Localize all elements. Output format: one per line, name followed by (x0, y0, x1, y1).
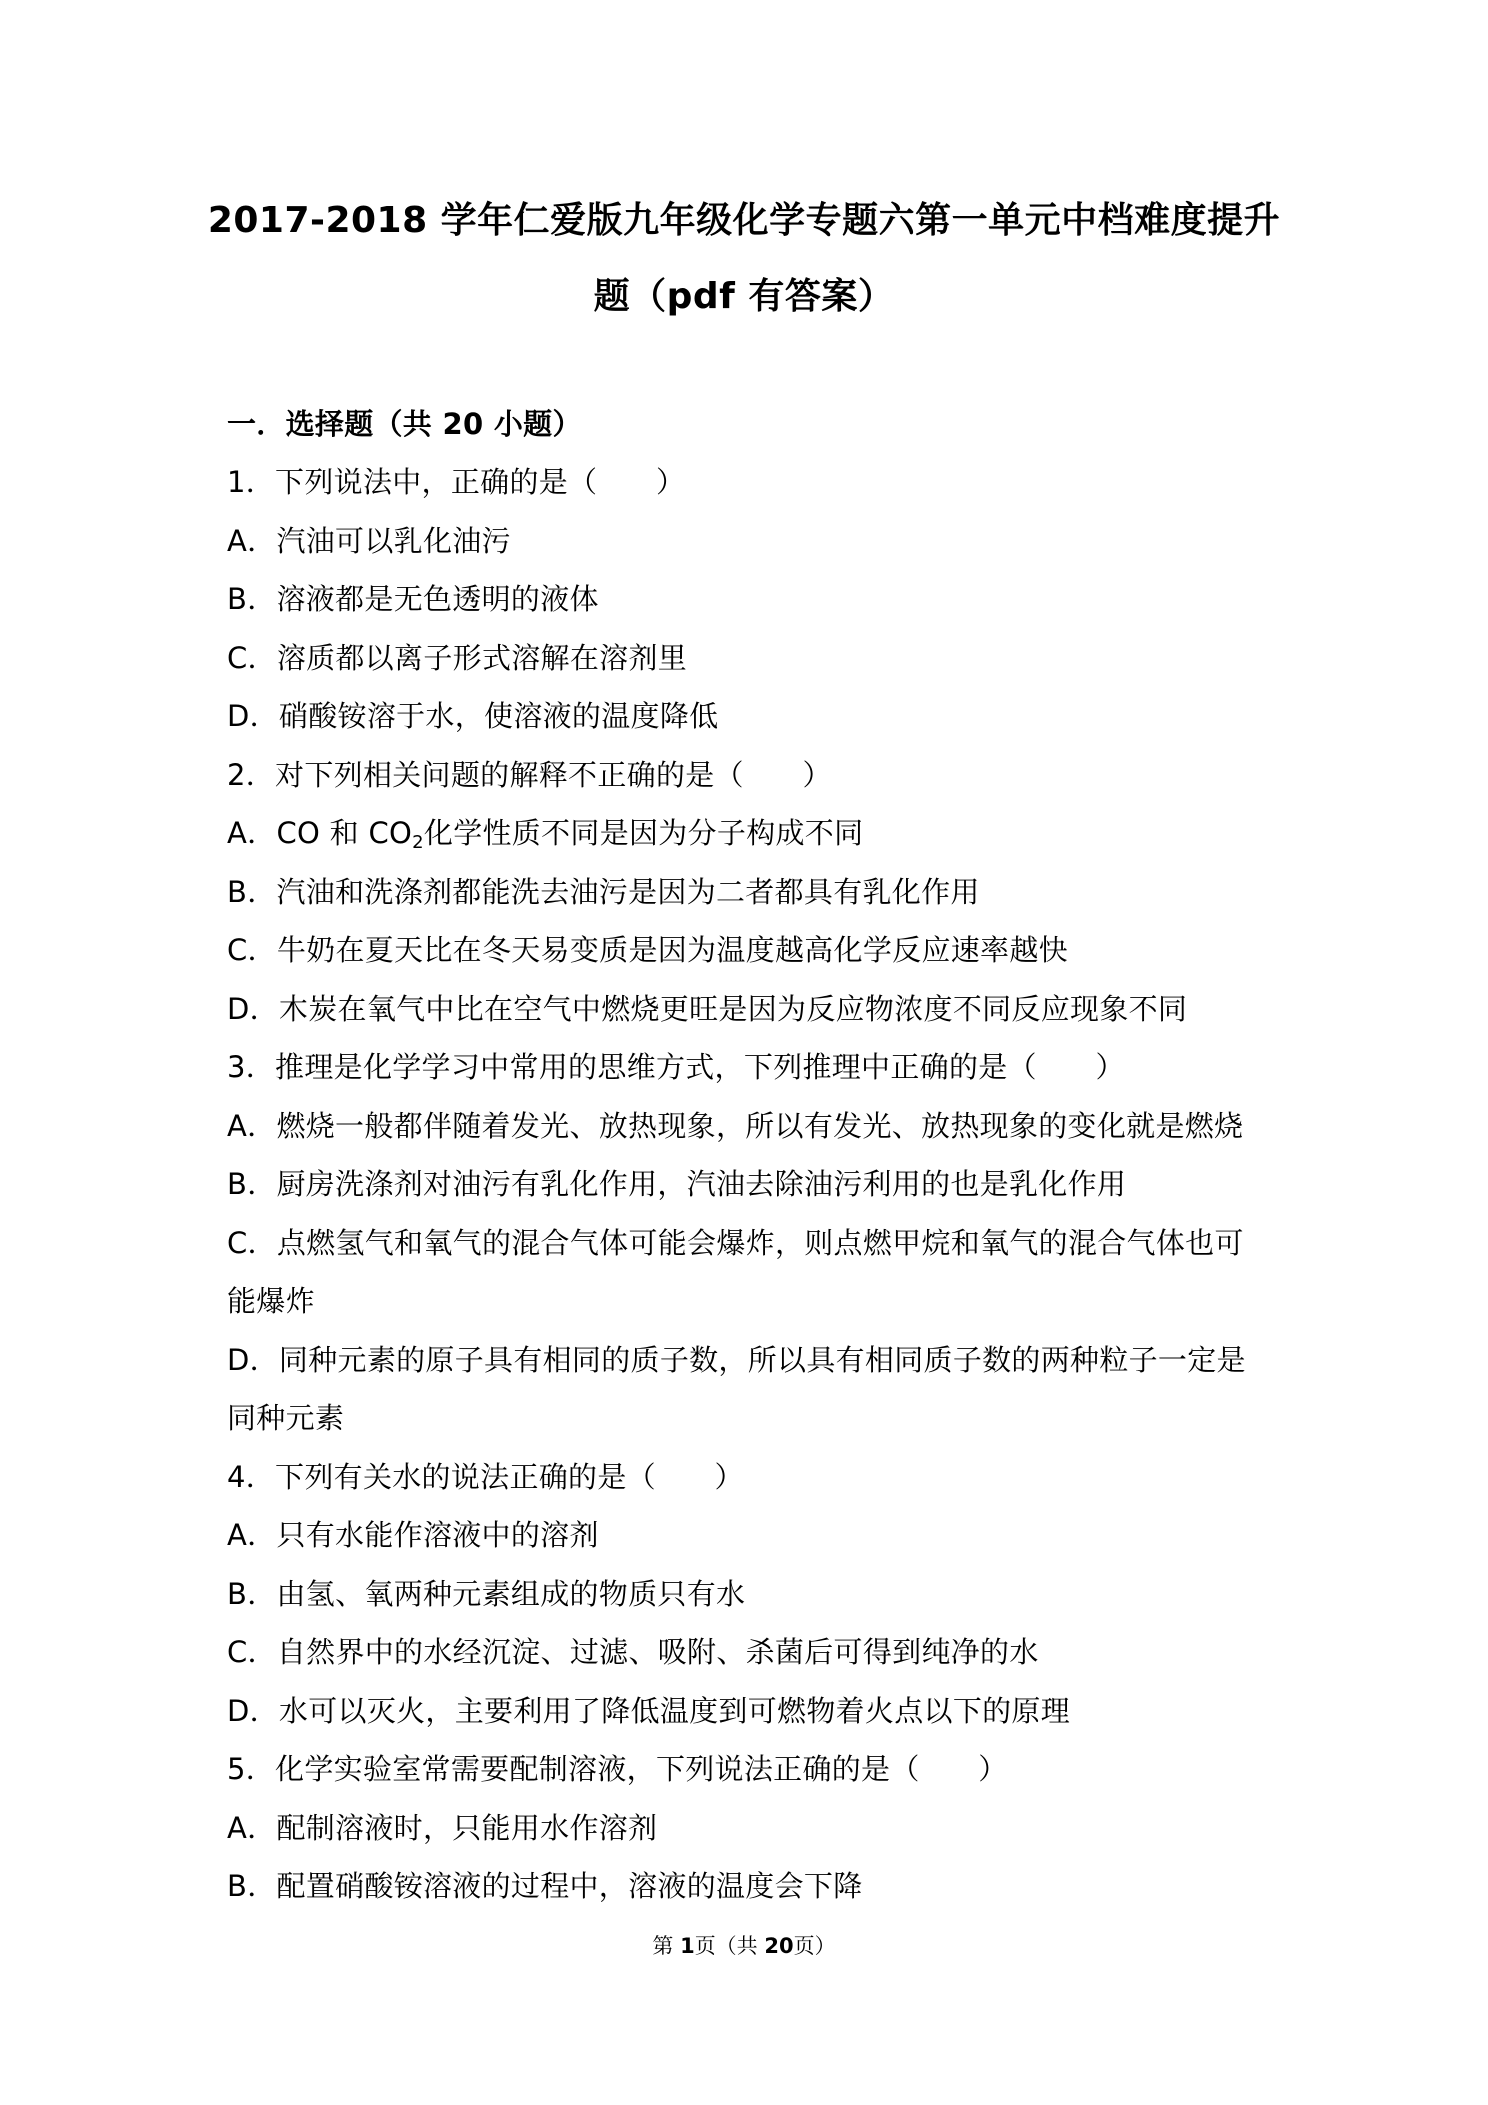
question-4: 4．下列有关水的说法正确的是（ ） (227, 1460, 744, 1494)
q5-option-a: A．配制溶液时，只能用水作溶剂 (227, 1811, 658, 1845)
question-1: 1．下列说法中，正确的是（ ） (227, 465, 686, 499)
document-title-line2: 题（pdf 有答案） (593, 276, 895, 317)
q3-option-d-continued: 同种元素 (227, 1401, 345, 1435)
q2-option-a (227, 814, 863, 852)
q3-option-b: B．厨房洗涤剂对油污有乳化作用，汽油去除油污利用的也是乳化作用 (227, 1167, 1127, 1201)
footer-page-number: 1 (680, 1934, 695, 1958)
q2-option-a-subscript: 2 (412, 832, 424, 853)
q4-option-a: A．只有水能作溶液中的溶剂 (227, 1518, 599, 1552)
q3-option-c-continued: 能爆炸 (227, 1284, 315, 1318)
q2-option-c: C．牛奶在夏天比在冬天易变质是因为温度越高化学反应速率越快 (227, 933, 1068, 967)
q3-option-c: C．点燃氢气和氧气的混合气体可能会爆炸，则点燃甲烷和氧气的混合气体也可 (227, 1226, 1244, 1260)
q1-option-d: D．硝酸铵溶于水，使溶液的温度降低 (227, 699, 719, 733)
q4-option-c: C．自然界中的水经沉淀、过滤、吸附、杀菌后可得到纯净的水 (227, 1635, 1039, 1669)
footer-suffix: 页） (793, 1934, 836, 1958)
q1-option-c: C．溶质都以离子形式溶解在溶剂里 (227, 641, 688, 675)
q5-option-b: B．配置硝酸铵溶液的过程中，溶液的温度会下降 (227, 1869, 863, 1903)
q4-option-d: D．水可以灭火，主要利用了降低温度到可燃物着火点以下的原理 (227, 1694, 1071, 1728)
question-3: 3．推理是化学学习中常用的思维方式，下列推理中正确的是（ ） (227, 1050, 1125, 1084)
section-heading: 一．选择题（共 20 小题） (227, 407, 582, 441)
q4-option-b: B．由氢、氧两种元素组成的物质只有水 (227, 1577, 746, 1611)
footer-total-pages: 20 (764, 1934, 794, 1958)
question-2: 2．对下列相关问题的解释不正确的是（ ） (227, 758, 832, 792)
q3-option-d: D．同种元素的原子具有相同的质子数，所以具有相同质子数的两种粒子一定是 (227, 1343, 1246, 1377)
page-footer (0, 1932, 1488, 1960)
q1-option-a: A．汽油可以乳化油污 (227, 524, 511, 558)
q2-option-a-prefix: A．CO 和 CO (227, 816, 413, 850)
footer-middle: 页（共 (694, 1934, 765, 1958)
question-5: 5．化学实验室常需要配制溶液，下列说法正确的是（ ） (227, 1752, 1008, 1786)
footer-prefix: 第 (652, 1934, 681, 1958)
document-title-line1: 2017-2018 学年仁爱版九年级化学专题六第一单元中档难度提升 (207, 200, 1281, 241)
q1-option-b: B．溶液都是无色透明的液体 (227, 582, 599, 616)
q2-option-b: B．汽油和洗涤剂都能洗去油污是因为二者都具有乳化作用 (227, 875, 980, 909)
q3-option-a: A．燃烧一般都伴随着发光、放热现象，所以有发光、放热现象的变化就是燃烧 (227, 1109, 1244, 1143)
q2-option-d: D．木炭在氧气中比在空气中燃烧更旺是因为反应物浓度不同反应现象不同 (227, 992, 1188, 1026)
q2-option-a-suffix: 化学性质不同是因为分子构成不同 (423, 816, 864, 850)
